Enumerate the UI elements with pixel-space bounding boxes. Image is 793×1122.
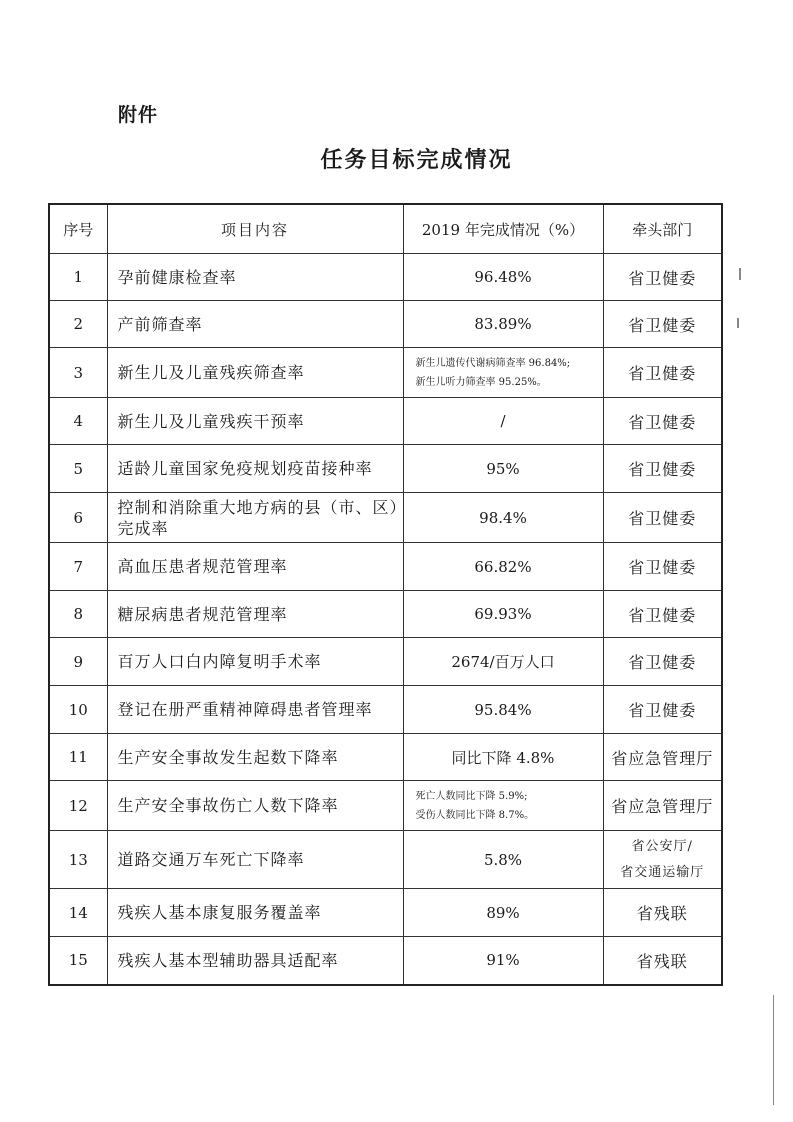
row-number: 11	[49, 734, 107, 781]
row-dept	[603, 254, 722, 301]
dept-line: 省卫健委	[628, 509, 697, 528]
row-number: 8	[49, 591, 107, 638]
result-line: 95.84%	[474, 700, 532, 719]
row-result	[403, 937, 603, 985]
row-result	[403, 254, 603, 301]
row-result	[403, 493, 603, 543]
result-line: 98.4%	[479, 508, 527, 527]
row-dept	[603, 348, 722, 398]
row-item: 新生儿及儿童残疾干预率	[107, 398, 403, 445]
table-row	[49, 543, 722, 591]
task-target-table	[48, 203, 723, 986]
row-number: 5	[49, 445, 107, 493]
row-number: 4	[49, 398, 107, 445]
table-row	[49, 686, 722, 734]
table-row	[49, 301, 722, 348]
scan-edge	[773, 995, 774, 1105]
row-number: 10	[49, 686, 107, 734]
result-line: 死亡人数同比下降 5.9%;	[415, 790, 528, 802]
row-item: 百万人口白内障复明手术率	[107, 638, 403, 686]
row-result	[403, 348, 603, 398]
scan-mark	[737, 318, 739, 328]
row-number: 15	[49, 937, 107, 985]
result-line: 69.93%	[474, 605, 532, 623]
row-dept	[603, 686, 722, 734]
table-row	[49, 591, 722, 638]
page-title: 任务目标完成情况	[320, 148, 513, 173]
table-header-row	[49, 204, 722, 254]
row-dept	[603, 734, 722, 781]
row-result	[403, 686, 603, 734]
row-dept	[603, 398, 722, 445]
row-dept	[603, 889, 722, 937]
header-item: 项目内容	[107, 204, 403, 254]
row-dept	[603, 301, 722, 348]
row-dept	[603, 543, 722, 591]
table-row	[49, 937, 722, 985]
scan-mark	[739, 268, 741, 280]
table-row	[49, 348, 722, 398]
row-item: 道路交通万车死亡下降率	[107, 831, 403, 889]
header-no: 序号	[49, 204, 107, 254]
table-row	[49, 254, 722, 301]
annex-label: 附件	[118, 104, 159, 126]
row-dept	[603, 781, 722, 831]
row-number: 13	[49, 831, 107, 889]
result-line: 受伤人数同比下降 8.7%。	[415, 809, 535, 821]
header-dept: 牵头部门	[603, 204, 722, 254]
dept-line: 省残联	[636, 904, 688, 923]
row-result	[403, 831, 603, 889]
table-row	[49, 831, 722, 889]
result-line: 91%	[486, 951, 520, 970]
row-number: 7	[49, 543, 107, 591]
row-result	[403, 301, 603, 348]
row-number: 6	[49, 493, 107, 543]
table-row	[49, 445, 722, 493]
row-result	[403, 543, 603, 591]
row-item: 产前筛查率	[107, 301, 403, 348]
row-item: 糖尿病患者规范管理率	[107, 591, 403, 638]
row-item: 残疾人基本康复服务覆盖率	[107, 889, 403, 937]
dept-line: 省卫健委	[628, 364, 697, 383]
dept-line: 省应急管理厅	[611, 797, 714, 816]
row-dept	[603, 493, 722, 543]
row-item: 控制和消除重大地方病的县（市、区）完成率	[107, 493, 403, 543]
dept-line: 省公安厅/	[631, 838, 693, 854]
row-number: 2	[49, 301, 107, 348]
dept-line: 省卫健委	[628, 460, 697, 479]
row-number: 14	[49, 889, 107, 937]
row-item: 生产安全事故伤亡人数下降率	[107, 781, 403, 831]
row-result	[403, 781, 603, 831]
dept-line: 省卫健委	[628, 653, 697, 672]
result-line: 5.8%	[483, 850, 523, 869]
row-result	[403, 638, 603, 686]
row-item: 孕前健康检查率	[107, 254, 403, 301]
row-item: 生产安全事故发生起数下降率	[107, 734, 403, 781]
row-item: 新生儿及儿童残疾筛查率	[107, 348, 403, 398]
row-item: 残疾人基本型辅助器具适配率	[107, 937, 403, 985]
row-result	[403, 398, 603, 445]
result-line: 新生儿听力筛查率 95.25%。	[415, 376, 547, 388]
row-dept	[603, 591, 722, 638]
row-item: 登记在册严重精神障碍患者管理率	[107, 686, 403, 734]
table-row	[49, 493, 722, 543]
result-line: 95%	[486, 459, 520, 478]
table-row	[49, 734, 722, 781]
result-line: 新生儿遗传代谢病筛查率 96.84%;	[415, 357, 571, 369]
result-line: 同比下降 4.8%	[451, 748, 555, 767]
result-line: 2674/百万人口	[451, 653, 555, 671]
table-body	[49, 254, 722, 985]
dept-line: 省卫健委	[628, 412, 697, 432]
table-row	[49, 889, 722, 937]
row-number: 12	[49, 781, 107, 831]
row-dept	[603, 445, 722, 493]
header-result: 2019 年完成情况（%）	[403, 204, 603, 254]
row-result	[403, 591, 603, 638]
dept-line: 省残联	[636, 951, 688, 971]
dept-line: 省卫健委	[628, 315, 697, 335]
table-row	[49, 638, 722, 686]
row-number: 9	[49, 638, 107, 686]
row-item: 高血压患者规范管理率	[107, 543, 403, 591]
result-line: 96.48%	[474, 268, 532, 286]
result-line: 66.82%	[474, 557, 532, 576]
table-row	[49, 398, 722, 445]
dept-line: 省卫健委	[628, 558, 697, 577]
dept-line: 省卫健委	[628, 268, 697, 288]
row-number: 3	[49, 348, 107, 398]
row-number: 1	[49, 254, 107, 301]
dept-line: 省卫健委	[628, 701, 697, 720]
row-result	[403, 734, 603, 781]
row-result	[403, 445, 603, 493]
result-line: 89%	[486, 903, 520, 922]
dept-line: 省交通运输厅	[620, 864, 705, 880]
dept-line: 省应急管理厅	[611, 748, 714, 768]
row-dept	[603, 831, 722, 889]
row-dept	[603, 937, 722, 985]
dept-line: 省卫健委	[628, 605, 697, 625]
row-dept	[603, 638, 722, 686]
row-item: 适龄儿童国家免疫规划疫苗接种率	[107, 445, 403, 493]
result-line: /	[500, 412, 506, 430]
row-result	[403, 889, 603, 937]
result-line: 83.89%	[474, 315, 532, 333]
table-row	[49, 781, 722, 831]
